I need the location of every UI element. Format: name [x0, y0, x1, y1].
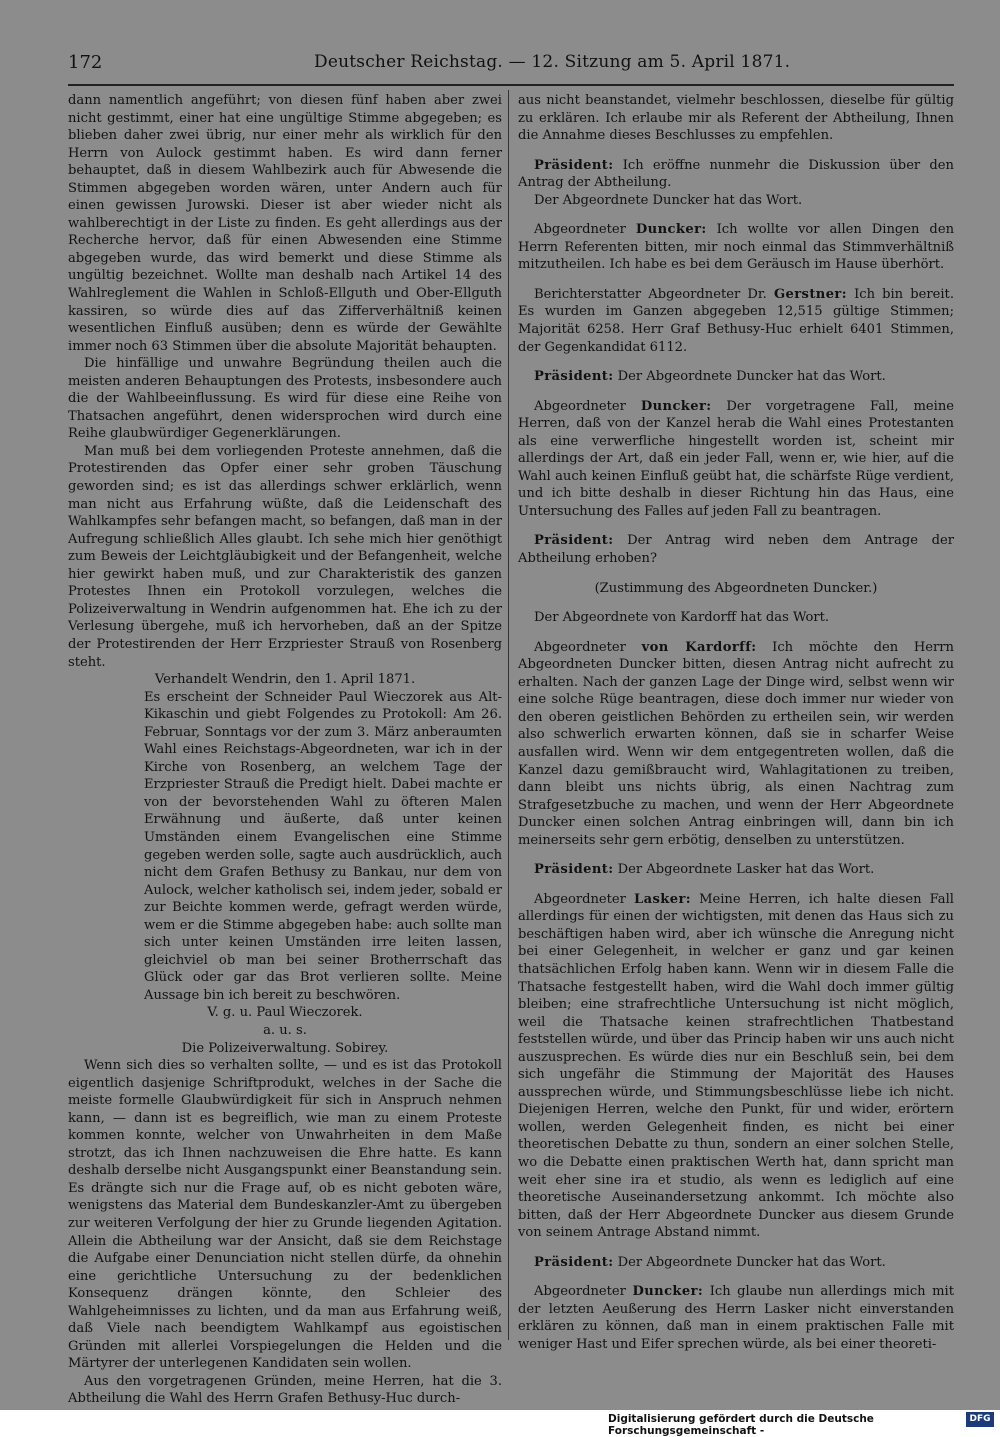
speech-text: Der Abgeordnete Duncker hat das Wort.: [613, 369, 886, 385]
speech: [518, 639, 954, 850]
speech-text: Ich möchte den Herrn Abgeordneten Duncker bitten, diesen Antrag nicht aufrecht zu erhalten. Nach der ganzen Lage der Dinge wird, selbst wenn wir eine solche Rüge beantragen, diese doch immer nur wieder von den oberen geistlichen Behörden zu ertheilen sein, wir werden also schwerlich erwarten können, daß sie in scharfer Weise ausfallen wird. Wenn wir dem entgegentreten wollen, daß die Kanzel dazu gemißbraucht wird, Wahlagitationen zu treiben, dann bleibt uns nichts übrig, als einen Nachtrag zum Strafgesetzbuche zu machen, und wenn der Herr Abgeordnete Duncker einen solchen Antrag einbringen will, dann bin ich meinerseits sehr gern erbötig, denselben zu unterstützen.: [518, 639, 954, 848]
speech-text: Ich wollte vor allen Dingen den Herrn Referenten bitten, mir noch einmal das Stimmverhältniß mitzutheilen. Ich habe es bei dem Geräusch im Hause überhört.: [518, 222, 954, 273]
paragraph: aus nicht beanstandet, vielmehr beschlossen, dieselbe für gültig zu erklären. Ich erlaube mir als Referent der Abtheilung, Ihnen die Annahme dieses Beschlusses zu empfehlen.: [518, 93, 954, 144]
protocol-heading: Verhandelt Wendrin, den 1. April 1871.: [154, 672, 416, 688]
speech-text: Ich glaube nun allerdings mich mit der letzten Aeußerung des Herrn Lasker nicht einverstanden erklären zu können, daß man in einem praktischen Falle mit weniger Hast und Eifer sprechen würde, als bei einer theoreti-: [518, 1284, 954, 1352]
speech-text: Der vorgetragene Fall, meine Herren, daß von der Kanzel herab die Wahl eines Protestanten als eine verwerfliche hingestellt worden ist, scheint mir allerdings der Art, daß ein jeder Fall, wenn er, wie hier, auf die Wahl auch keinen Einfluß geübt hat, die schärfste Rüge verdient, und ich bitte deshalb in dieser Richtung hin das Haus, eine Untersuchung des Falles auf jeden Fall zu beantragen.: [518, 398, 954, 519]
paragraph: Der Abgeordnete von Kardorff hat das Wort.: [534, 610, 830, 626]
speaker-prefix: Abgeordneter: [534, 1284, 633, 1300]
paragraph: Aus den vorgetragenen Gründen, meine Herren, hat die 3. Abtheilung die Wahl des Herrn Grafen Bethusy-Huc durch-: [68, 1373, 502, 1407]
interjection: (Zustimmung des Abgeordneten Duncker.): [594, 580, 878, 596]
column-divider: [508, 90, 509, 1340]
paragraph: Die hinfällige und unwahre Begründung theilen auch die meisten anderen Behauptungen des Protests, insbesondere auch die der Wahlbeeinflussung. Es wird für diese eine Reihe von Thatsachen angeführt, denen widersprochen wird durch eine Reihe glaubwürdiger Gegenerklärungen.: [68, 356, 502, 442]
speech: [518, 891, 954, 1242]
paragraph: Der Abgeordnete Duncker hat das Wort.: [534, 192, 803, 208]
speech: [518, 532, 954, 567]
speaker-prefix: Abgeordneter: [534, 222, 636, 238]
speech-text: Der Abgeordnete Duncker hat das Wort.: [613, 1254, 886, 1270]
speaker-name: Duncker:: [632, 1284, 704, 1300]
page-number: 172: [68, 52, 103, 73]
paragraph: Wenn sich dies so verhalten sollte, — und es ist das Protokoll eigentlich dasjenige Schriftprodukt, welches in der Sache die meiste formelle Glaubwürdigkeit für sich in Anspruch nehmen kann, — dann ist es begreiflich, wie man zu einem Proteste kommen konnte, welcher von Unwahrheiten in dem Maße strotzt, das ich Ihnen nachzuweisen die Ehre hatte. Es kann deshalb derselbe nicht Ausgangspunkt einer Beanstandung sein. Es drängte sich nur die Frage auf, ob es nicht geboten wäre, wenigstens das Material dem Bundeskanzler-Amt zu übergeben zur weiteren Verfolgung der hier zu Grunde liegenden Agitation. Allein die Abtheilung war der Ansicht, daß sie dem Reichstage die Aufgabe einer Denunciation nicht stellen dürfe, da ohnehin eine gerichtliche Untersuchung zu der bedenklichen Konsequenz drängen könnte, den Schleier des Wahlgeheimnisses zu lichten, und da man aus Erfahrung weiß, daß Viele nach beendigtem Wahlkampf aus egoistischen Gründen mit allerlei Vorspiegelungen die Helden und die Märtyrer der unterlegenen Kandidaten sein wollen.: [68, 1058, 502, 1372]
speech: [518, 157, 954, 192]
speech: [518, 368, 954, 386]
protocol-signature: V. g. u. Paul Wieczorek.: [207, 1005, 363, 1021]
protocol-quote: [144, 689, 502, 1005]
header-rule: [68, 84, 954, 86]
right-column: [518, 92, 954, 1353]
dfg-logo: DFG: [966, 1412, 994, 1427]
speech-text: Der Antrag wird neben dem Antrage der Abtheilung erhoben?: [518, 533, 954, 567]
speech: [518, 1283, 954, 1353]
speech-text: Meine Herren, ich halte diesen Fall allerdings für einen der wichtigsten, mit denen das Haus sich zu beschäftigen haben wird, aber ich wünsche die Anregung nicht bei einer Gelegenheit, in welcher er ganz und gar keinen thatsächlichen Erfolg haben kann. Wenn wir in diesem Falle die Thatsache festgestellt haben, wird die Wahl doch immer gültig bleiben; eine strafrechtliche Untersuchung ist nicht möglich, weil die Thatsache keinen strafrechtlichen Thatbestand feststellen würde, und über das Princip haben wir uns auch nicht auszusprechen. Es würde dies nur ein Beschluß sein, bei dem sich ungefähr die Stimmung der Majorität des Hauses aussprechen würde, und Stimmungsbeschlüsse liebe ich nicht. Diejenigen Herren, welche den Punkt, für und wider, erörtern wollen, werden Gelegenheit finden, es nicht bei einer theoretischen Debatte zu thun, sondern an einer solchen Stelle, wo die Debatte einen praktischen Werth hat, dann spricht man weit eher sine ira et studio, als wenn es lediglich auf eine theoretische Auseinandersetzung ankommt. Ich möchte also bitten, daß der Herr Abgeordnete Duncker aus diesem Grunde von seinem Antrage Abstand nimmt.: [518, 891, 954, 1241]
paragraph: Man muß bei dem vorliegenden Proteste annehmen, daß die Protestirenden das Opfer einer sehr groben Täuschung geworden sind; es ist das allerdings schwer erklärlich, wenn man nicht aus Erfahrung wüßte, daß die Leidenschaft des Wahlkampfes sehr befangen macht, so befangen, daß man in der Aufregung schließlich Alles glaubt. Ich sehe mich hier genöthigt zum Beweis der Leichtgläubigkeit und der Befangenheit, welche hier gewirkt haben muß, und zur Charakteristik des ganzen Protestes Ihnen ein Protokoll vorzulegen, welches die Polizeiverwaltung in Wendrin aufgenommen hat. Ehe ich zu der Verlesung übergehe, muß ich hervorheben, daß an der Spitze der Protestirenden der Herr Erzpriester Strauß von Rosenberg steht.: [68, 443, 502, 670]
speaker-name: Präsident:: [534, 157, 614, 173]
paragraph: dann namentlich angeführt; von diesen fünf haben aber zwei nicht gestimmt, einer hat eine ungültige Stimme abgegeben; es blieben daher zwei übrig, nur einer mehr als wirklich für den Herrn von Aulock gestimmt haben. Es wird dann ferner behauptet, daß in diesem Wahlbezirk auch für Abwesende die Stimmen abgegeben worden wären, unter Andern auch für einen gewissen Jurowski. Dieser ist aber wieder nicht als wahlberechtigt in der Liste zu finden. Es geht allerdings aus der Recherche hervor, daß für einen Abwesenden eine Stimme abgegeben wurde, das wird bemerkt und diese Stimme als ungültig bezeichnet. Wollte man deshalb nach Artikel 14 des Wahlreglement die Wahlen in Schloß-Ellguth und Ober-Ellguth kassiren, so würde dies auf das Zifferverhältniß keinen wesentlichen Einfluß ausüben; denn es würde der Gewählte immer noch 63 Stimmen über die absolute Majorität behaupten.: [68, 93, 502, 354]
speech-text: Ich eröffne nunmehr die Diskussion über den Antrag der Abtheilung.: [518, 157, 954, 191]
protocol-aus: a. u. s.: [263, 1022, 307, 1038]
speaker-name: von Kardorff:: [641, 639, 757, 655]
speaker-prefix: Abgeordneter: [534, 891, 635, 907]
running-title: Deutscher Reichstag. — 12. Sitzung am 5. April 1871.: [314, 52, 791, 72]
speaker-name: Präsident:: [534, 862, 614, 878]
protocol-body: Es erscheint der Schneider Paul Wieczorek aus Alt-Kikaschin und giebt Folgendes zu Protokoll: Am 26. Februar, Sonntags vor der zum 3. März anberaumten Wahl eines Reichstags-Abgeordneten, war ich in der Kirche von Rosenberg, an welchem Tage der Erzpriester Strauß die Predigt hielt. Dabei machte er von der bevorstehenden Wahl zu öfteren Malen Erwähnung und äußerte, daß unter keinen Umständen einem Evangelischen eine Stimme gegeben werden solle, sagte auch ausdrücklich, auch nicht dem Grafen Bethusy zu Bankau, nur dem von Aulock, welcher katholisch sei, indem jeder, sobald er zur Beichte kommen werde, gefragt werden würde, wem er die Stimme abgegeben habe: auch sollte man sich unter keinen Umständen irre leiten lassen, gleichviel ob man bei seiner Brotherrschaft das Glück oder gar das Brot verlieren sollte. Meine Aussage bin ich bereit zu beschwören.: [144, 689, 502, 1003]
speaker-name: Gerstner:: [773, 286, 847, 302]
speaker-prefix: Abgeordneter: [534, 639, 642, 655]
speech-text: Ich bin bereit. Es wurden im Ganzen abgegeben 12,515 gültige Stimmen; Majorität 6258. Herr Graf Bethusy-Huc erhielt 6401 Stimmen, der Gegenkandidat 6112.: [518, 286, 954, 355]
speech: [518, 1254, 954, 1272]
protocol-police: Die Polizeiverwaltung. Sobirey.: [181, 1040, 389, 1056]
speaker-name: Duncker:: [640, 398, 712, 414]
speaker-prefix: Abgeordneter: [534, 398, 641, 414]
digitization-credit: Digitalisierung gefördert durch die Deutsche Forschungsgemeinschaft -: [608, 1413, 874, 1437]
speaker-name: Präsident:: [534, 369, 614, 385]
speaker-name: Duncker:: [635, 222, 707, 238]
page-header: [68, 48, 954, 76]
speech: [518, 221, 954, 274]
speech: [518, 398, 954, 521]
speaker-name: Präsident:: [534, 533, 614, 549]
speech-text: Der Abgeordnete Lasker hat das Wort.: [613, 862, 875, 878]
speech: [518, 286, 954, 356]
speaker-prefix: Berichterstatter Abgeordneter Dr.: [534, 286, 774, 302]
speech: [518, 861, 954, 879]
left-column: [68, 92, 502, 1408]
speaker-name: Lasker:: [634, 891, 692, 907]
speaker-name: Präsident:: [534, 1254, 614, 1270]
